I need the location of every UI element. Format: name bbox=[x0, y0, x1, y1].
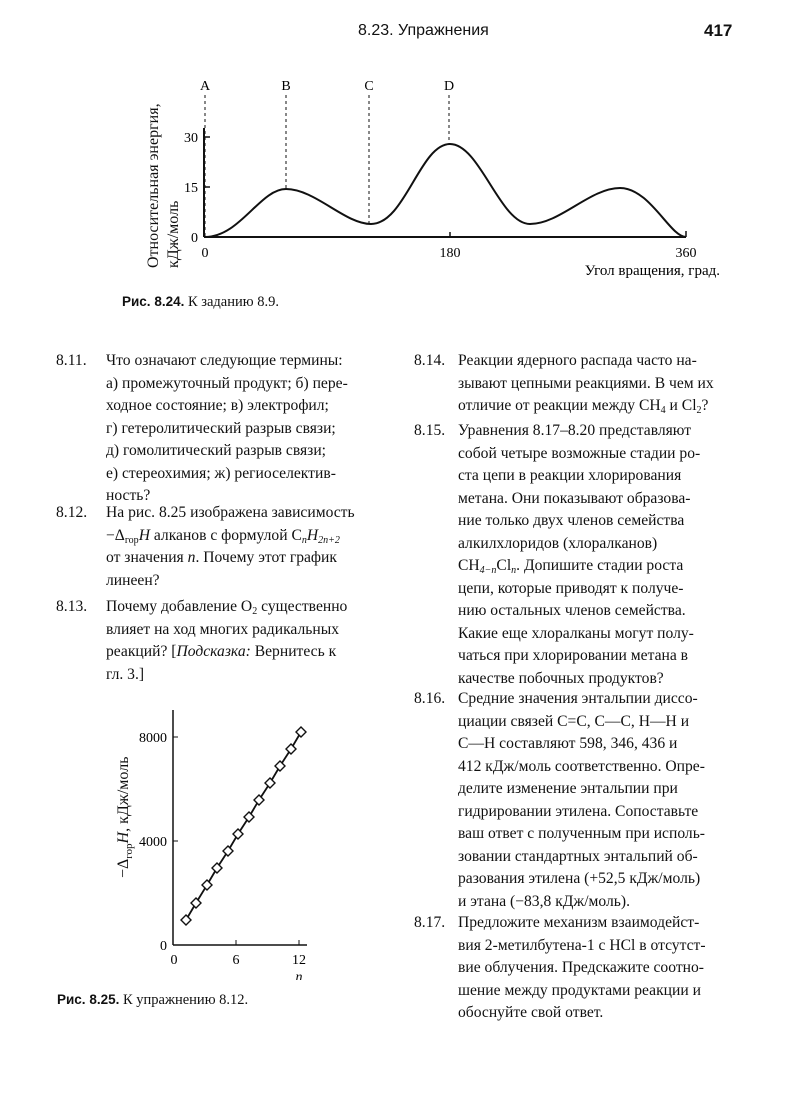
exercise-8-13: 8.13. Почему добавление $O_2$ существенно влияет на ход многих радикальных реакций? [Подсказка: Вернитесь к гл. 3.] bbox=[56, 598, 348, 683]
y-tick-8000: 8000 bbox=[139, 731, 167, 746]
x-tick-180: 180 bbox=[439, 246, 461, 261]
exercise-number: 8.15. bbox=[414, 422, 446, 439]
energy-curve bbox=[205, 144, 686, 237]
y-axis-label-line1: Относительная энергия, bbox=[145, 103, 162, 268]
x-tick-6: 6 bbox=[232, 953, 240, 968]
exercise-number: 8.13. bbox=[56, 598, 88, 615]
exercise-number: 8.12. bbox=[56, 504, 88, 521]
figure-8-24-caption bbox=[122, 294, 279, 311]
y-tick-4000: 4000 bbox=[139, 835, 167, 850]
caption-text: К упражнению 8.12. bbox=[122, 992, 249, 1008]
exercise-8-15: 8.15. Уравнения 8.17–8.20 представляют собой четыре возможные стадии ро- ста цепи в реакции хлорирования метана. Они показывают образова- ние только двух членов семейства алкилхлоридов (хлоралканов) $CH_{4-n}Cl_n$. Допишите стадии роста цепи, которые приводят к получе- нию остальных членов семейства. Какие еще хлоралканы могут полу- чаться при хлорировании метана в качестве побочных продуктов? bbox=[414, 422, 701, 687]
exercise-8-11: 8.11. Что означают следующие термины: а) промежуточный продукт; б) пере- ходное состояние; в) электрофил; г) гетеролитический разрыв связи; д) гомолитический разрыв связи; е) стереохимия; ж) региоселектив- ность? bbox=[56, 352, 348, 504]
marker-b: B bbox=[281, 79, 291, 94]
exercise-number: 8.14. bbox=[414, 352, 446, 369]
page-number: 417 bbox=[704, 21, 733, 40]
y-tick-15: 15 bbox=[184, 181, 198, 196]
x-tick-360: 360 bbox=[675, 246, 697, 261]
x-tick-0: 0 bbox=[201, 246, 209, 261]
caption-label: Рис. 8.25. bbox=[57, 992, 120, 1007]
x-axis-label: Угол вращения, град. bbox=[584, 263, 720, 279]
energy-profile-chart bbox=[130, 70, 750, 285]
x-tick-12: 12 bbox=[292, 953, 306, 968]
y-tick-30: 30 bbox=[184, 131, 198, 146]
combustion-enthalpy-chart bbox=[100, 700, 330, 980]
exercise-8-16: 8.16. Средние значения энтальпии диссо- циации связей C=C, C—C, H—H и C—H составляют 598, 346, 436 и 412 кДж/моль соответственно. Опре- делите изменение энтальпии при гидрировании этилена. Сопоставьте ваш ответ с полученным при исполь- зовании стандартных энтальпий об- разования этилена (+52,5 кДж/моль) и этана (−83,8 кДж/моль). bbox=[414, 690, 706, 910]
y-axis-label-line2: кДж/моль bbox=[165, 200, 182, 268]
exercise-8-17: 8.17. Предложите механизм взаимодейст- вия 2-метилбутена-1 с HCl в отсутст- вие облучения. Предскажите соотно- шение между продуктами реакции и обоснуйте свой ответ. bbox=[414, 914, 706, 1021]
data-line bbox=[186, 732, 301, 920]
figure-8-25 bbox=[100, 700, 330, 980]
caption-text: К заданию 8.9. bbox=[187, 294, 279, 310]
y-tick-0: 0 bbox=[191, 231, 198, 246]
exercise-8-14: 8.14. Реакции ядерного распада часто на- зывают цепными реакциями. В чем их отличие от реакции между $CH_4$ и $Cl_2$? bbox=[414, 352, 714, 416]
exercise-number: 8.16. bbox=[414, 690, 446, 707]
y-axis-label: $-\Delta_{гор}H$, кДж/моль bbox=[115, 756, 135, 878]
figure-8-24 bbox=[130, 70, 750, 285]
caption-label: Рис. 8.24. bbox=[122, 294, 185, 309]
marker-d: D bbox=[443, 79, 455, 94]
marker-c: C bbox=[364, 79, 374, 94]
y-tick-0: 0 bbox=[160, 939, 167, 954]
figure-8-25-caption bbox=[57, 992, 248, 1009]
x-axis-label: n bbox=[295, 970, 303, 980]
exercise-number: 8.17. bbox=[414, 914, 446, 931]
marker-a: A bbox=[199, 79, 211, 94]
exercise-8-12: 8.12. На рис. 8.25 изображена зависимость $-\Delta_{гор}H$ алканов с формулой $C_nH_{2n+2}$ от значения n. Почему этот график линеен? bbox=[56, 504, 355, 589]
x-tick-0: 0 bbox=[170, 953, 178, 968]
exercise-number: 8.11. bbox=[56, 352, 87, 369]
running-header-title: 8.23. Упражнения bbox=[358, 22, 489, 39]
